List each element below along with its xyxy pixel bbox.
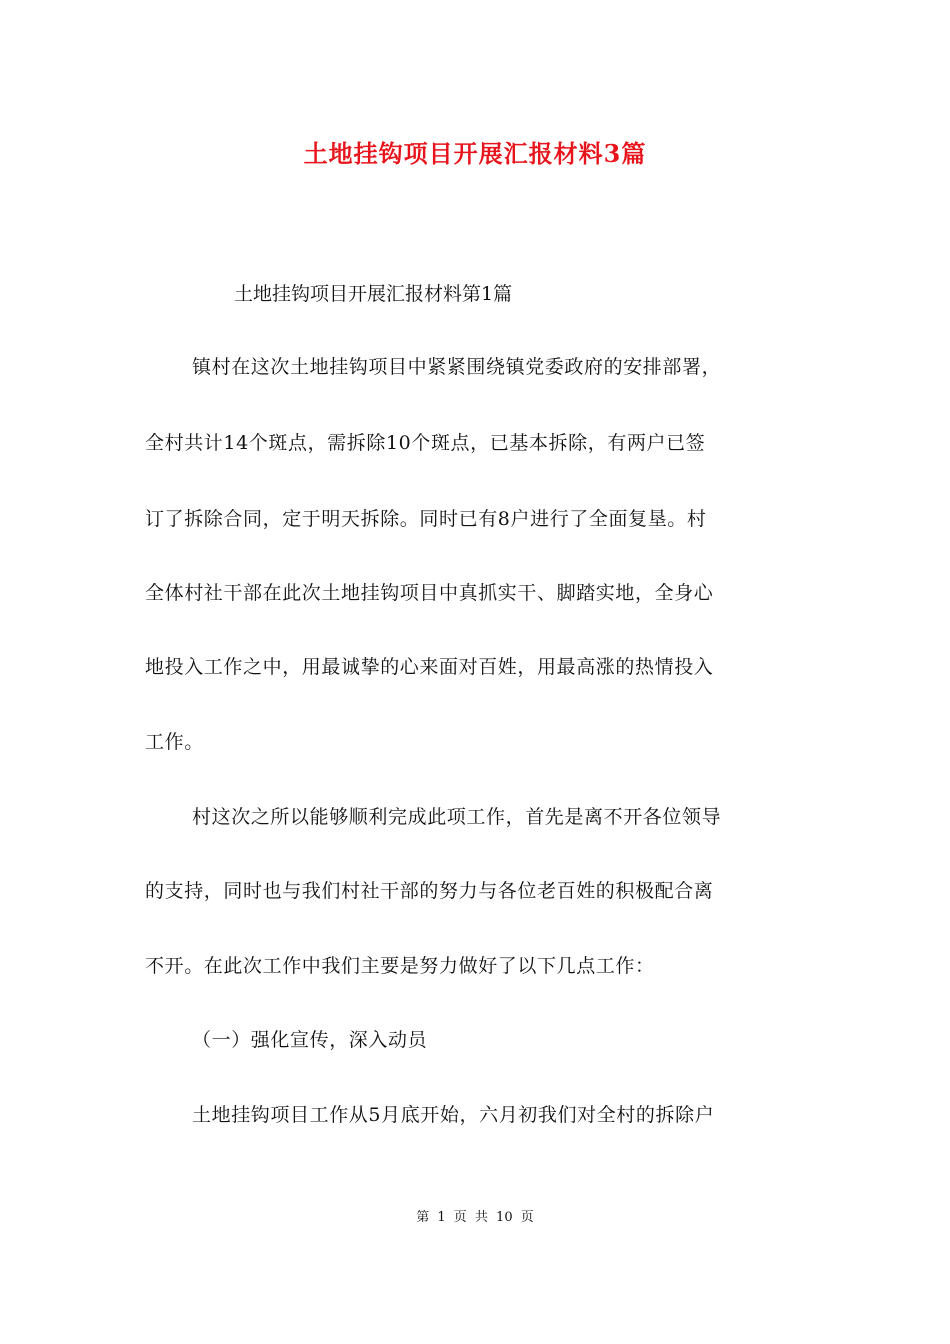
paragraph-line: 不开。在此次工作中我们主要是努力做好了以下几点工作：	[145, 955, 655, 977]
paragraph-line: 全体村社干部在此次土地挂钩项目中真抓实干、脚踏实地，全身心	[145, 582, 714, 604]
document-title: 土地挂钩项目开展汇报材料3篇	[303, 139, 647, 168]
paragraph-line: 订了拆除合同，定于明天拆除。同时已有8户进行了全面复垦。村	[145, 508, 707, 530]
paragraph-line: 土地挂钩项目工作从5月底开始，六月初我们对全村的拆除户	[192, 1104, 715, 1126]
paragraph-line: 村这次之所以能够顺利完成此项工作，首先是离不开各位领导	[192, 806, 722, 828]
paragraph-line: 工作。	[145, 731, 204, 753]
paragraph-line: 全村共计14个斑点，需拆除10个斑点，已基本拆除，有两户已签	[145, 432, 706, 454]
paragraph-line: 地投入工作之中，用最诚挚的心来面对百姓，用最高涨的热情投入	[145, 656, 714, 678]
section-heading: 土地挂钩项目开展汇报材料第1篇	[234, 283, 513, 305]
paragraph-line: 的支持，同时也与我们村社干部的努力与各位老百姓的积极配合离	[145, 880, 714, 902]
page-footer: 第 1 页 共 10 页	[416, 1210, 534, 1225]
paragraph-line: 镇村在这次土地挂钩项目中紧紧围绕镇党委政府的安排部署，	[192, 356, 722, 378]
subsection-heading: （一）强化宣传，深入动员	[192, 1029, 428, 1051]
